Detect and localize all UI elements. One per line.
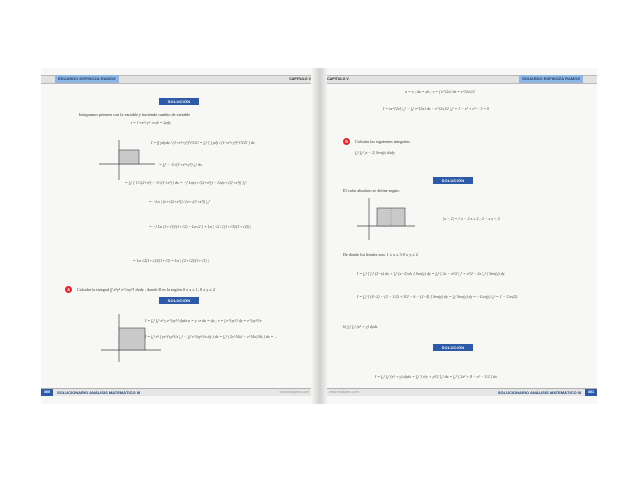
right-header-author: EDUARDO ESPINOZA RAMOS xyxy=(519,75,583,83)
left-page xyxy=(41,68,317,404)
equation-1: I = ∫∫ ydydx / (1+x²+y²)^{3/2} = ∫₀¹ [ ∫ ydy / (1+x²+y²)^{3/2} ] dx xyxy=(151,140,255,145)
right-header-chapter: CAPITULO V xyxy=(327,77,349,81)
equation-5: = −[ Ln (1+√3)/(1+√2) − Ln√2 ] = Ln | √2 / ((1+√3)/(1+√2)) | xyxy=(149,224,252,229)
problem-4-text: Calcular la integral ∫∫ x³y² e^{xy²} dxdy , donde D es la región 0 ≤ x ≤ 1, 0 ≤ y ≤ 2 xyxy=(77,287,215,292)
right-equation-5: I = ∫₀¹ ∫₀¹ (x² + y) dydx = ∫₀¹ [ x²y + y²/2 ]₀¹ dx = ∫₀¹ [ 2x² + 8 − x² − 1/2 ] dx xyxy=(375,374,497,379)
intro-text: Integramos primero con la variable y haciendo cambio de variable xyxy=(79,112,191,117)
right-footer xyxy=(321,388,597,396)
right-equation-4: I = ∫₀² [ (4−2) − (2 − 1/2) + 9/2 − 6 − (2−4) ] Sen(y) dy = ∫₀² Sen(y) dy = −Cos(y) |₀² = 1 − Cos(2) xyxy=(357,294,518,299)
book-spread xyxy=(41,68,597,404)
equation-4: = −Ln | (x+√(2+x²)) / (x+√(1+x²)) |₀¹ xyxy=(149,199,210,204)
right-header-bar xyxy=(321,75,597,84)
book-gutter xyxy=(311,68,327,404)
solution-label-2: SOLUCIÓN xyxy=(159,297,199,304)
equation-2: = ∫₀¹ − 1/√(1+x²+y²) |₀¹ dx xyxy=(159,162,202,167)
left-header-author: EDUARDO ESPINOZA RAMOS xyxy=(55,75,119,83)
limits-text: De donde los límites son: 1 ≤ x ≤ 3 0 ≤ y ≤ 2 xyxy=(343,252,418,257)
left-footer xyxy=(41,388,317,396)
right-solution-label: SOLUCIÓN xyxy=(433,177,473,184)
right-page xyxy=(321,68,597,404)
equation-7: I = ∫₀² ∫₀¹ x³ y e^{xy²} dydx u = y ⇒ du = dy ; v = ∫ e^{xy²} dy = e^{xy²}/x xyxy=(145,318,262,323)
equation-3: = ∫₀¹ ( 1/√(2+x²) − 1/√(1+x²) ) dx = −[ Ln(x+√(2+x²)) − Ln(x+√(1+x²)) ]₀¹ xyxy=(125,180,247,185)
left-footer-url: www.edukperu.com xyxy=(279,390,309,394)
solution-label: SOLUCIÓN xyxy=(159,98,199,105)
right-equation-1: u = x ; du = dx ; v = ∫ e^{2x} dx = e^{2x}/2 xyxy=(405,89,475,94)
absolute-value-text: El valor absoluto se define según: xyxy=(343,188,400,193)
problem-5-integral: ∫₀³ ∫₀² |x − 2| Sen(y) dxdy xyxy=(355,150,395,155)
right-footer-title: SOLUCIONARIO ANÁLISIS MATEMÁTICO III xyxy=(497,390,581,395)
problem-4-bullet: 4 xyxy=(65,286,72,293)
part-b: b) ∫₀¹ ∫₀¹ (x² + y) dydx xyxy=(343,324,378,329)
right-solution-label-2: SOLUCIÓN xyxy=(433,344,473,351)
problem-5-text: Calcular las siguientes integrales xyxy=(355,139,411,144)
equation-8: I = ∫₀¹ x³ ( ye^{xy²}/x |₀² − ∫₀² e^{xy²}/x dy ) dx = ∫₀¹ ( 2e^{4x} − e^{4x}/4x ) dx = ... xyxy=(145,334,278,339)
left-header-bar xyxy=(41,75,317,84)
left-footer-title: SOLUCIONARIO ANÁLISIS MATEMÁTICO III xyxy=(57,390,141,395)
region-graph-3 xyxy=(355,196,417,242)
left-header-chapter: CAPITULO V xyxy=(289,77,311,81)
equation-6: = Ln √2(1+√2)/(1+√3) = Ln | (2+√2)/(1+√3) | xyxy=(133,258,209,263)
right-page-number: 301 xyxy=(585,389,597,396)
right-footer-url: www.edukperu.com xyxy=(329,390,359,394)
region-graph-1 xyxy=(97,138,157,182)
right-equation-3: I = ∫₀² [ ∫₁² (2−x) dx + ∫₂³ (x−2) dx ] Sen(y) dy = ∫₀² [ 2x − x²/2 |₁² + x²/2 − 2x |₂³ ] Sen(y) dy xyxy=(357,271,505,276)
substitution: t = 1+x²+y² ⇒ dt = 2ydy xyxy=(131,120,171,125)
left-page-number: 300 xyxy=(41,389,53,396)
piecewise-definition: |x − 2| = { x − 2 x ≥ 2 ; 2 − x x < 2 xyxy=(443,216,500,221)
right-equation-2: I = xe^{2x} |₀¹ − ∫₀¹ e^{2x} dx − e^{2x}/2 |₀¹ = 1 − e² + e² − 1 = 0 xyxy=(383,106,489,111)
problem-5-bullet: 5 xyxy=(343,138,350,145)
